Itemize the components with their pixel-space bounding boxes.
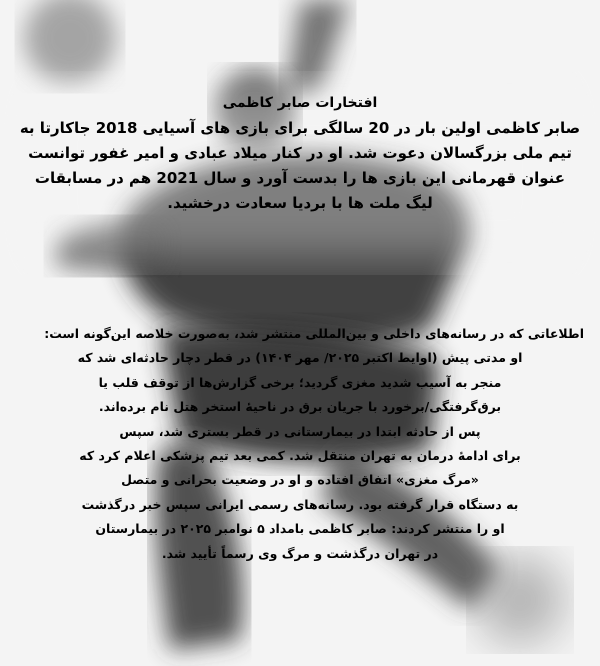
report-line-4: برق‌گرفتگی/برخورد با جریان برق در ناحیهٔ استخر هتل نام برده‌اند. [98, 399, 502, 415]
report-line-2: او مدتی پیش (اوایط اکتبر ۲۰۲۵/ مهر ۱۴۰۴) در قطر دچار حادثه‌ای شد که [77, 350, 523, 366]
achievements-section [16, 92, 584, 216]
section-title: افتخارات صابر کاظمی [222, 95, 378, 111]
news-report-section [16, 322, 584, 566]
intro-line-2: تیم ملی بزرگسالان دعوت شد. او در کنار میلاد عبادی و امیر غفور توانست [28, 144, 572, 162]
intro-line-1: صابر کاظمی اولین بار در 20 سالگی برای بازی های آسیایی 2018 جاکارتا به [19, 119, 581, 137]
intro-line-4: لیگ ملت ها با بردیا سعادت درخشید. [167, 194, 433, 212]
report-line-10: در تهران درگذشت و مرگ وی رسماً تأیید شد. [161, 545, 439, 561]
report-line-9: او را منتشر کردند: صابر کاظمی بامداد ۵ نوامبر ۲۰۲۵ در بیمارستان [95, 521, 505, 537]
report-line-7: «مرگ مغزی» اتفاق افتاده و او در وضعیت بحرانی و متصل [121, 472, 479, 488]
report-line-8: به دستگاه قرار گرفته بود. رسانه‌های رسمی ایرانی سپس خبر درگذشت [81, 496, 519, 512]
report-line-6: برای ادامهٔ درمان به تهران منتقل شد. کمی بعد تیم پزشکی اعلام کرد که [79, 448, 521, 464]
intro-line-3: عنوان قهرمانی این بازی ها را بدست آورد و سال 2021 هم در مسابقات [34, 169, 566, 187]
report-line-5: پس از حادثه ابتدا در بیمارستانی در قطر بستری شد، سپس [119, 423, 481, 439]
report-line-1: اطلاعاتی که در رسانه‌های داخلی و بین‌المللی منتشر شد، به‌صورت خلاصه این‌گونه است: [44, 326, 584, 341]
report-line-3: منجر به آسیب شدید مغزی گردید؛ برخی گزارش‌ها از توقف قلب یا [98, 374, 502, 390]
